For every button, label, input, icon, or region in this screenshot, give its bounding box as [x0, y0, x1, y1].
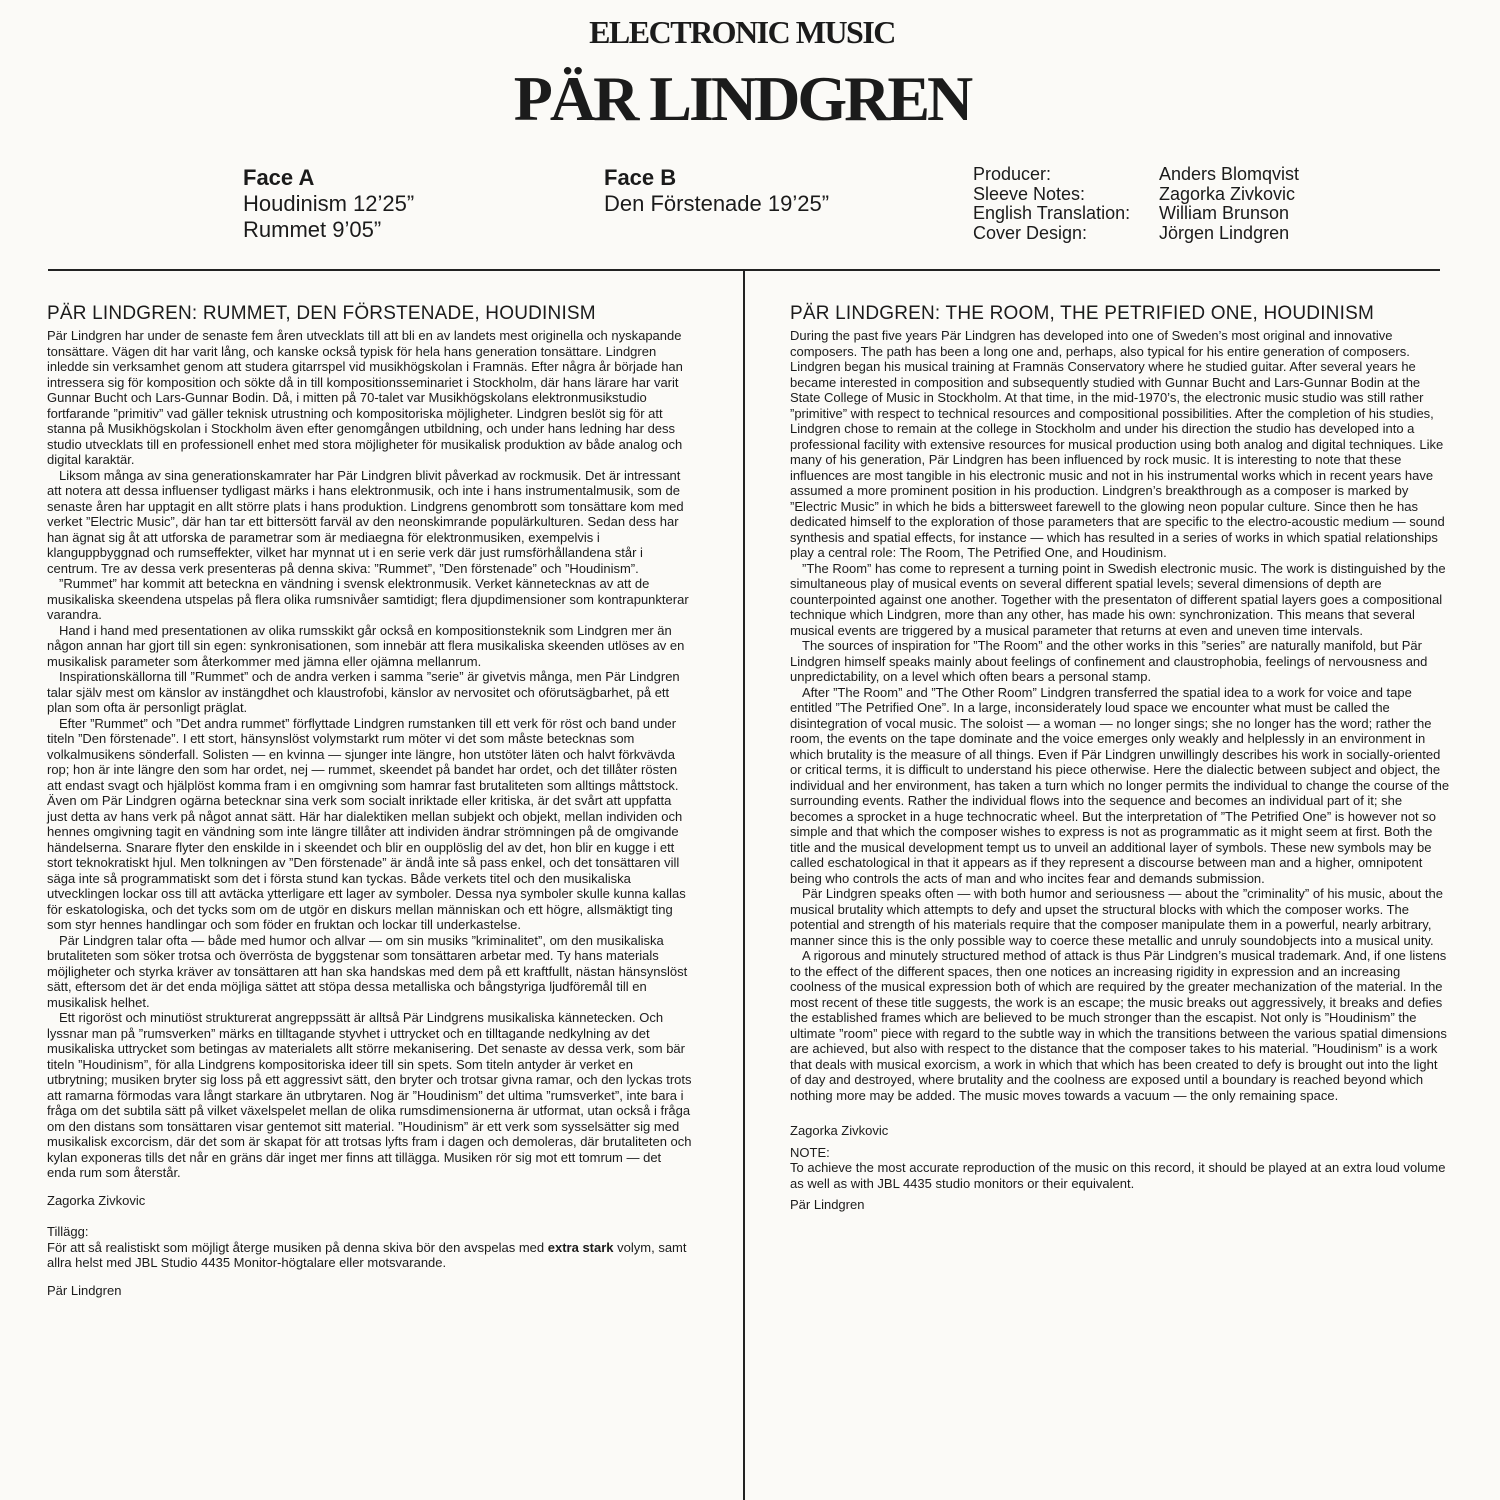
credit-role: English Translation:	[973, 203, 1131, 223]
english-heading: PÄR LINDGREN: THE ROOM, THE PETRIFIED ONE, HOUDINISM	[790, 303, 1374, 324]
album-kicker: ELECTRONIC MUSIC	[589, 14, 895, 50]
paragraph: Ett rigoröst och minutiöst strukturerat angreppssätt är alltså Pär Lindgrens musikaliska kännetecken. Och lyssnar man på ”rumsverken” märks en tilltagande styvhet i uttrycket och en tilltagande nedkylning av det musikaliska uttrycket som betingas av materialets allt större mekanisering. Det senaste av dessa verk, som bär titeln ”Houdinism”, för alla Lindgrens kompositoriska ideer till sin spets. Som titeln antyder är verket en utbrytning; musiken bryter sig loss på ett aggressivt sätt, den bryter och trotsar givna ramar, och den lyckas trots att ramarna förmodas vara långt starkare än utbrytaren. Nog är ”Houdinism” det ultima ”rumsverket”, inte bara i fråga om det subtila sätt på vilket växelspelet mellan de olika rumsdimensionerna är utformat, utan också i fråga om den distans som tonsättaren visar gentemot sitt material. ”Houdinism” är ett verk som sysselsätter sig med musikalisk excorcism, där det som är skapat för att trotsas lyfts fram i dagen och demoleras, där brutaliteten och kylan exponeras tills det når en gräns där inget mer finns att tillägga. Musiken rör sig mot ett tomrum — det enda rum som återstår.	[47, 1010, 692, 1180]
paragraph: After ”The Room” and ”The Other Room” Lindgren transferred the spatial idea to a work for voice and tape entitled ”The Petrified One”. In a large, inconsiderately loud space we encounter what must be called the disintegration of vocal music. The soloist — a woman — no longer sings; she no longer has the word; rather the room, the events on the tape dominate and the voice emerges only weakly and helplessly in an environment in which brutality is the measure of all things. Even if Pär Lindgren unwillingly describes his work in socially-oriented or critical terms, it is difficult to understand his piece otherwise. Here the dialectic between subject and object, the individual and her environment, has taken a turn which no longer permits the individual to change the course of the surrounding events. Rather the individual flows into the sequence and becomes an individual part of it; she becomes a sprocket in a huge technocratic wheel. But the interpretation of ”The Petrified One” is however not so simple and that which the composer wishes to express is not as programmatic as it might seem at first. Both the title and the musical development tempt us to unveil an additional layer of symbols. These new symbols may be called eschatological in that it appears as if they represent a discourse between man and a higher, omnipotent being who controls the acts of man and who incites fear and demands submission.	[790, 684, 1450, 886]
credit-row	[973, 224, 1299, 244]
credit-role: Sleeve Notes:	[973, 183, 1086, 204]
paragraph: During the past five years Pär Lindgren has developed into one of Sweden’s most original and innovative composers. The path has been a long one and, perhaps, also typical for his entire generation of composers. Lindgren began his musical training at Framnäs Conservatory where he studied guitar. After several years he became interested in composition and subsequently studied with Gunnar Bucht and Lars-Gunnar Bodin at the State College of Music in Stockholm. At that time, in the mid-1970’s, the electronic music studio was still rather ”primitive” with respect to technical resources and compositional possibilities. After the completion of his studies, Lindgren chose to remain at the college in Stockholm and under his direction the studio has developed into a professional facility with extensive resources for musical production using both analog and digital techniques. Like many of his generation, Pär Lindgren has been influenced by rock music. It is interesting to note that these influences are most tangible in his electronic music and not in his instrumental works which in recent years have assumed a more prominent position in his production. Lindgren’s breakthrough as a composer is marked by ”Electric Music” in which he bids a bittersweet farewell to the glowing neon popular culture. Since then he has dedicated himself to the exploration of those parameters that are specific to the electro-acoustic medium — sound synthesis and spatial effects, for instance — which has resulted in a series of works in which spatial relationships play a central role: The Room, The Petrified One, and Houdinism.	[790, 328, 1445, 560]
credit-row	[973, 165, 1299, 185]
swedish-note-signature: Pär Lindgren	[47, 1282, 122, 1298]
paragraph: Pär Lindgren talar ofta — både med humor och allvar — om sin musiks ”kriminalitet”, om den musikaliska brutaliteten som söker trotsa och överrösta de byggstenar som tonsättaren arbetar med. Ty hans materials möjligheter och styrka kräver av tonsättaren att han ska handskas med dem på ett kraftfullt, nästan hänsynslöst sätt, eftersom det är det enda möjliga sättet att stöpa dessa metalliska och bångstyriga ljudföremål till en musikalisk helhet.	[47, 932, 688, 1010]
paragraph: Pär Lindgren speaks often — with both humor and seriousness — about the ”criminality” of his music, about the musical brutality which attempts to defy and upset the structural blocks with which the composer works. The potential and strength of his materials require that the composer manipulate them in a powerful, nearly arbitrary, manner since this is the only possible way to coerce these metallic and unruly soundobjects into a musical unity.	[790, 886, 1443, 948]
swedish-body	[47, 328, 693, 1181]
english-note-signature: Pär Lindgren	[790, 1197, 865, 1212]
note-text: To achieve the most accurate reproduction of the music on this record, it should be played at an extra loud volume as well as with JBL 4435 studio monitors or their equivalent.	[790, 1160, 1446, 1191]
face-b-heading: Face B	[604, 165, 677, 190]
paragraph: A rigorous and minutely structured method of attack is thus Pär Lindgren’s musical trademark. And, if one listens to the effect of the different spaces, then one notices an increasing rigidity in expression and an increasing coolness of the musical expression both of which are required by the greater mechanization of the material. In the most recent of these title suggests, the work is an escape; the music breaks out aggressively, it breaks and defies the established frames which are believed to be much stronger than the escapist. Not only is ”Houdinism” the ultimate ”room” piece with regard to the subtle way in which the transitions between the various spatial dimensions are achieved, but also with respect to the distance that the composer takes to his material. ”Houdinism” is a work that deals with musical exorcism, a work in which that which has been created to defy is brought out into the light of day and destroyed, where brutality and the coolness are exposed until a boundary is reached beyond which nothing more may be added. The music moves towards a vacuum — the only remaining space.	[790, 948, 1447, 1103]
face-a-tracklist	[243, 165, 414, 243]
track-den-forstenade: Den Förstenade 19’25”	[604, 191, 830, 216]
face-b-tracklist	[604, 165, 829, 217]
english-note	[790, 1145, 1450, 1192]
credit-name: Anders Blomqvist	[1159, 164, 1300, 184]
english-body	[790, 328, 1450, 1103]
english-author-signature: Zagorka Zivkovic	[790, 1123, 889, 1138]
swedish-notes-column	[47, 303, 693, 1298]
credit-role: Producer:	[973, 164, 1052, 184]
paragraph: Pär Lindgren har under de senaste fem åren utvecklats till att bli en av landets mest originella och nyskapande tonsättare. Vägen dit har varit lång, och kanske också typisk för hela hans generation tonsättare. Lindgren inledde sin verksamhet genom att studera gitarrspel vid musikhögskolan i Framnäs. Efter några år började han intressera sig för komposition och sökte då in till kompositionsseminariet i Stockholm, där hans lärare har varit Gunnar Bucht och Lars-Gunnar Bodin. Då, i mitten på 70-talet var Musikhögskolans elektronmusikstudio fortfarande ”primitiv” vad gäller teknisk utrustning och kompositoriska möjligheter. Lindgren beslöt sig för att stanna på Musikhögskolan i Stockholm även efter genomgången utbildning, och under hans ledning har dess studio utvecklats till en professionell enhet med stora möjligheter för musikalisk produktion av både analog och digital karaktär.	[47, 328, 683, 467]
swedish-note	[47, 1224, 693, 1271]
note-text-end: volym, samt allra helst med JBL Studio 4435 Monitor-högtalare eller motsvarande.	[47, 1239, 687, 1270]
face-a-heading: Face A	[243, 165, 315, 190]
note-text	[47, 1240, 693, 1271]
paragraph: The sources of inspiration for ”The Room” and the other works in this ”series” are naturally manifold, but Pär Lindgren himself speaks mainly about feelings of confinement and claustrophobia, feelings of nervousness and unpredictability, on a level which often bears a personal stamp.	[790, 638, 1428, 684]
paragraph: Efter ”Rummet” och ”Det andra rummet” förflyttade Lindgren rumstanken till ett verk för röst och band under titeln ”Den förstenade”. I ett stort, hänsynslöst volymstarkt rum möter vi det som måste betecknas som volkalmusikens sönderfall. Solisten — en kvinna — sjunger inte längre, hon utstöter läten och halvt förkvävda rop; hon är inte längre den som har ordet, nej — rummet, skeendet på bandet har ordet, och det tillåter rösten att endast svagt och hjälplöst komma fram i en omgivning som hamrar fast brutaliteten som alltings måttstock. Även om Pär Lindgren ogärna betecknar sina verk som socialt inriktade eller kritiska, är det svårt att uppfatta just detta av hans verk på något annat sätt. Här har dialektiken mellan subjekt och objekt, mellan individen och hennes omgivning tagit en vändning som inte längre tillåter att individen ändrar strömningen på de omgivande händelserna. Snarare flyter den enskilde in i skeendet och blir en oupplöslig del av det, hon blir en kugge i ett stort teknokratiskt hjul. Men tolkningen av ”Den förstenade” är ändå inte så pass enkel, och det tonsättaren vill säga inte så programmatiskt som det i första stund kan tyckas. Både verkets titel och den musikaliska utvecklingen lockar oss till att avtäcka ytterligare ett lager av symboler. Dessa nya symboler skulle kunna kallas för eskatologiska, och det tycks som om de utgör en diskurs mellan människan och ett högre, allsmäktigt ting som styr hennes handlingar och som föder en fruktan och lockar till underkastelse.	[47, 715, 686, 932]
vertical-divider	[743, 269, 745, 1500]
note-heading: NOTE:	[790, 1144, 830, 1160]
paragraph: Inspirationskällorna till ”Rummet” och de andra verken i samma ”serie” är givetvis många, men Pär Lindgren talar själv mest om känslor av instängdhet och klaustrofobi, känslor av nervositet och oförutsägbarhet, på ett plan som ofta är personligt präglat.	[47, 669, 680, 715]
credit-row	[973, 204, 1299, 224]
paragraph: ”The Room” has come to represent a turning point in Swedish electronic music. The work is distinguished by the simultaneous play of musical events on several different spatial levels; several dimensions of depth are counterpointed against one another. Together with the presentaton of different spatial layers goes a compositional technique which Lindgren, more than any other, has made his own: synchronization. This means that several musical events are triggered by a musical parameter that returns at even and uneven time intervals.	[790, 560, 1446, 638]
paragraph: ”Rummet” har kommit att beteckna en vändning i svensk elektronmusik. Verket kännetecknas av att de musikaliska skeendena utspelas på flera olika rumsnivåer samtidigt; flera djupdimensioner som kontrapunkterar varandra.	[47, 576, 689, 622]
track-rummet: Rummet 9’05”	[243, 217, 382, 242]
note-text-start: För att så realistiskt som möjligt återge musiken på denna skiva bör den avspelas med	[47, 1239, 545, 1255]
credit-role: Cover Design:	[973, 222, 1088, 243]
note-emphasis: extra stark	[547, 1239, 614, 1255]
credit-row	[973, 185, 1299, 205]
paragraph: Liksom många av sina generationskamrater har Pär Lindgren blivit påverkad av rockmusik. Det är intressant att notera att dessa influenser tydligast märks i hans elektronmusik, och inte i hans instrumentalmusik, som de senaste åren har upptagit en allt större plats i hans produktion. Lindgrens genombrott som tonsättare kom med verket ”Electric Music”, där han tar ett bittersött farväl av den neonskimrande populärkulturen. Sedan dess har han ägnat sig åt att utforska de parametrar som är mediaegna för elektronmusiken, exempelvis i klanguppbyggnad och rumseffekter, vilket har mynnat ut i en serie verk där just rumsförhållandena står i centrum. Tre av dessa verk presenteras på denna skiva: ”Rummet”, ”Den förstenade” och ”Houdinism”.	[47, 467, 684, 576]
paragraph: Hand i hand med presentationen av olika rumsskikt går också en kompositionsteknik som Lindgren mer än någon annan har gjort till sin egen: synkronisationen, som innebär att flera musikaliska skeenden utlöses av en musikalisk parameter som återkommer med jämna eller ojämna mellanrum.	[47, 622, 685, 669]
credit-name: Jörgen Lindgren	[1159, 222, 1290, 243]
swedish-author-signature: Zagorka Zivkovic	[47, 1192, 146, 1208]
track-houdinism: Houdinism 12’25”	[243, 191, 415, 216]
swedish-heading: PÄR LINDGREN: RUMMET, DEN FÖRSTENADE, HOUDINISM	[47, 303, 596, 324]
credits-list	[973, 165, 1299, 243]
credit-name: Zagorka Zivkovic	[1159, 183, 1296, 204]
credit-name: William Brunson	[1159, 203, 1290, 223]
album-title: PÄR LINDGREN	[513, 63, 971, 134]
note-heading: Tillägg:	[47, 1224, 89, 1239]
english-notes-column	[790, 303, 1450, 1213]
